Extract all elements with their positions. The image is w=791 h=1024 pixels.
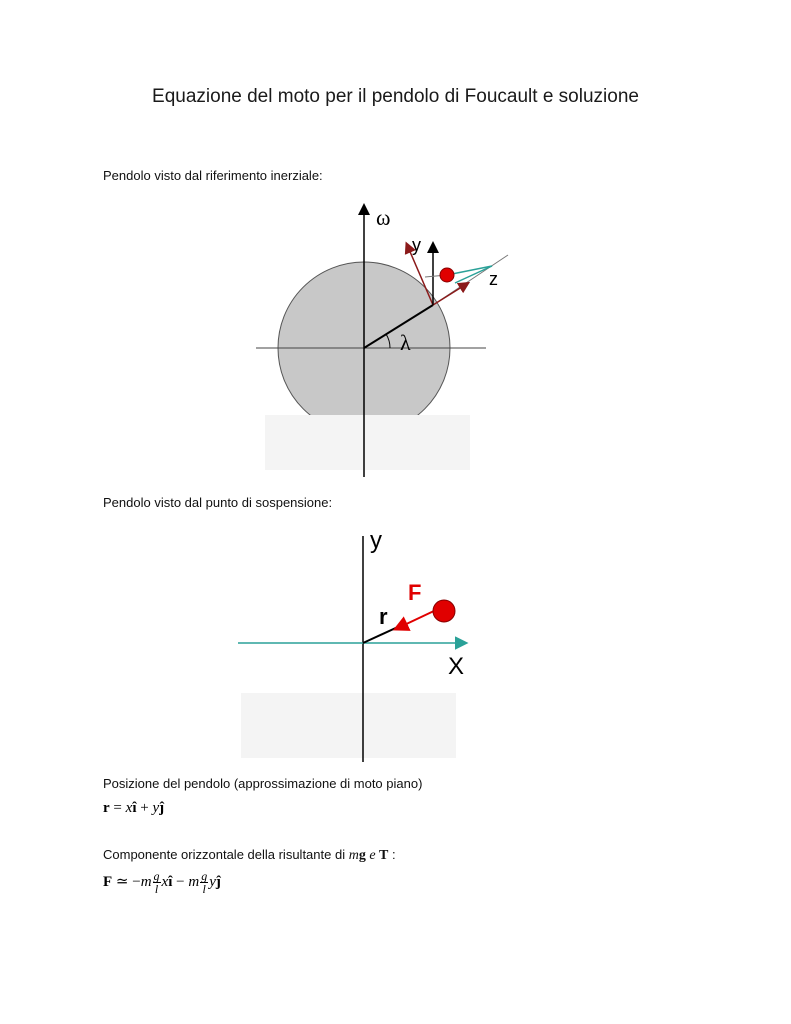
page-title: Equazione del moto per il pendolo di Foucault e soluzione xyxy=(152,86,639,107)
x-axis-label: X xyxy=(448,653,465,680)
caption-horizontal-component: Componente orizzontale della risultante di mg e T : xyxy=(103,847,396,863)
force-label: F xyxy=(408,580,422,605)
y-label: y xyxy=(412,235,421,255)
figure-suspension-view xyxy=(236,528,486,766)
pendulum-bob xyxy=(440,268,454,282)
caption-inertial: Pendolo visto dal riferimento inerziale: xyxy=(103,168,323,183)
figure-inertial-frame xyxy=(240,195,520,485)
caption-suspension: Pendolo visto dal punto di sospensione: xyxy=(103,495,333,510)
r-label: r xyxy=(379,604,388,629)
y-axis-label: y xyxy=(370,528,382,554)
equation-force: F ≃ −m $\frac{g}{l}$ xî − m $\frac{g}{l}$ yĵ xyxy=(103,869,221,896)
z-label: z xyxy=(489,269,498,289)
omega-label: ω xyxy=(376,205,391,230)
pendulum-bob-top xyxy=(433,600,455,622)
lambda-label: λ xyxy=(400,330,411,355)
caption-position: Posizione del pendolo (approssimazione di moto piano) xyxy=(103,776,423,791)
equation-position: r = xî + yĵ xyxy=(103,800,165,816)
